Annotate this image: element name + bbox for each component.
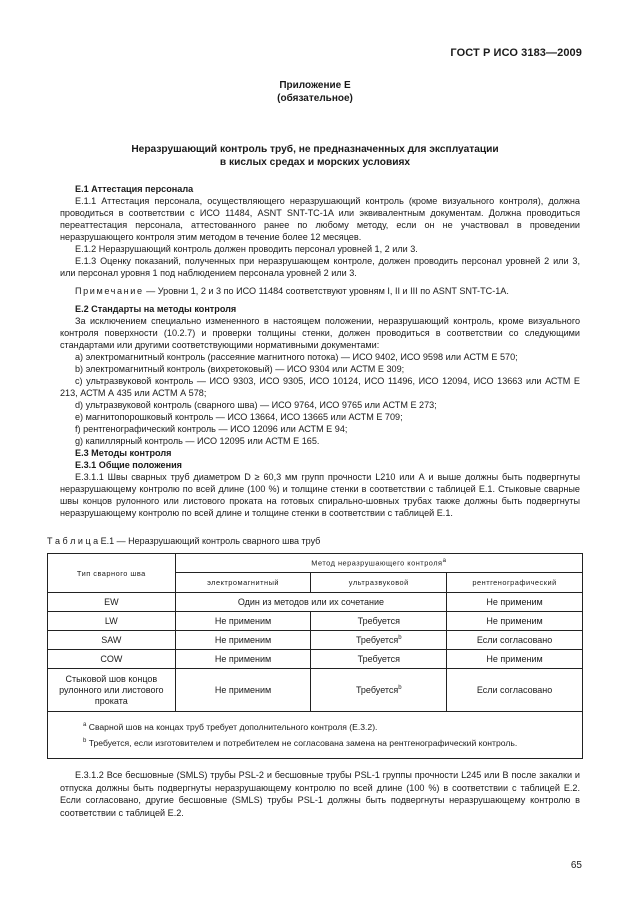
list-item: d) ультразвуковой контроль (сварного шва) — ИСО 9764, ИСО 9765 или АСТМ Е 273; <box>75 400 437 410</box>
note-label: Примечание <box>75 286 144 296</box>
table-caption: Т а б л и ц а Е.1 — Неразрушающий контроль сварного шва труб <box>47 536 321 546</box>
cell-type: SAW <box>48 631 176 650</box>
table-row <box>48 612 583 631</box>
cell-ut: Требуется <box>311 650 447 669</box>
table-row <box>48 631 583 650</box>
footnote-text: Требуется, если изготовителем и потребителем не согласована замена на рентгенографический контроль. <box>86 737 518 748</box>
header-radiographic: рентгенографический <box>447 573 583 593</box>
header-method-sup: a <box>442 558 447 565</box>
list-item: b) электромагнитный контроль (вихретоковый) — ИСО 9304 или АСТМ Е 309; <box>75 364 405 374</box>
footnote-text: Сварной шов на концах труб требует дополнительного контроля (Е.3.2). <box>86 721 378 732</box>
header-weld-type: Тип сварного шва <box>48 554 176 593</box>
header-electromagnetic: электромагнитный <box>175 573 311 593</box>
cell-type: LW <box>48 612 176 631</box>
cell-em: Не применим <box>175 669 311 712</box>
section-e3-1-heading: Е.3.1 Общие положения <box>75 460 182 470</box>
footnote-b <box>83 734 574 750</box>
cell-ut-text: Требуется <box>355 685 399 695</box>
ndt-table <box>47 553 583 759</box>
note <box>60 285 580 297</box>
paragraph-e3-1-2-text: Е.3.1.2 Все бесшовные (SMLS) трубы PSL-2 и бесшовные трубы PSL-1 группы прочности L245 или В после закалки и отпуска должны быть подвергнуты неразрушающему контролю по всей длине (100 %) в соответствии с таблицей Е.2. Если согласовано, другие бесшовные (SMLS) трубы PSL-1 должны быть подвергнуты неразрушающему контролю в соответствии с таблицей Е.2. <box>60 770 580 818</box>
cell-ut <box>311 631 447 650</box>
list-item: g) капиллярный контроль — ИСО 12095 или АСТМ Е 165. <box>75 436 320 446</box>
cell-ut-text: Требуется <box>355 635 399 645</box>
cell-em: Не применим <box>175 612 311 631</box>
page-number: 65 <box>570 860 582 871</box>
paragraph-e1-2: Е.1.2 Неразрушающий контроль должен проводить персонал уровней 1, 2 или 3. <box>75 244 418 254</box>
list-item: e) магнитопорошковый контроль — ИСО 13664, ИСО 13665 или АСТМ Е 709; <box>75 412 403 422</box>
cell-type: Стыковой шов концов рулонного или листового проката <box>48 669 176 712</box>
list-item: a) электромагнитный контроль (рассеяние магнитного потока) — ИСО 9402, ИСО 9598 или АСТМ Е 570; <box>75 352 518 362</box>
paragraph-e3-1-2 <box>60 769 580 819</box>
section-e2-heading: Е.2 Стандарты на методы контроля <box>75 304 237 314</box>
table-row <box>48 593 583 612</box>
list-item: c) ультразвуковой контроль — ИСО 9303, ИСО 9305, ИСО 10124, ИСО 11496, ИСО 12094, ИСО 13663 или АСТМ Е 213, АСТМ А 435 или АСТМ А 578; <box>60 376 580 398</box>
paragraph-e3-1-1: Е.3.1.1 Швы сварных труб диаметром D ≥ 60,3 мм групп прочности L210 или А и выше должны быть подвергнуты неразрушающему контролю по всей длине (100 %) и толщине стенки в соответствии с таблицей Е.1. Стыковые сварные швы концов рулонного или листового проката на готовых спирально-шовных трубах также должны быть подвергнуты неразрушающему контролю по всей длине и толщине стенки в соответствии с таблицей Е.1. <box>60 472 580 518</box>
table-footnotes-row <box>48 712 583 759</box>
section-e1-heading: Е.1 Аттестация персонала <box>75 184 194 194</box>
cell-type: EW <box>48 593 176 612</box>
note-text: — Уровни 1, 2 и 3 по ИСО 11484 соответствуют уровням I, II и III по ASNT SNT-TC-1A. <box>143 286 509 296</box>
body-text <box>60 183 580 519</box>
header-method <box>175 554 582 573</box>
footnote-a <box>83 718 574 734</box>
header-ultrasonic: ультразвуковой <box>311 573 447 593</box>
paragraph-e2-intro: За исключением специально измененного в настоящем положении, неразрушающий контроль, кроме визуального контроля поверхности (10.2.7) и проверки толщины стенки, должен проводиться в соответствии со следующими стандартами или другими соответствующими нормативными документами: <box>60 316 580 350</box>
paragraph-e1-3: Е.1.3 Оценку показаний, полученных при неразрушающем контроле, должен проводить персонал уровней 2 или 3, или персонал уровня 1 под наблюдением персонала уровней 2 или 3. <box>60 256 580 278</box>
cell-rt: Если согласовано <box>447 669 583 712</box>
annex-main-title <box>60 143 570 169</box>
cell-ut-sup: b <box>398 635 402 641</box>
main-title-line-1: Неразрушающий контроль труб, не предназначенных для эксплуатации <box>131 144 499 155</box>
cell-em: Не применим <box>175 650 311 669</box>
table-row <box>48 669 583 712</box>
cell-rt: Не применим <box>447 650 583 669</box>
cell-type: COW <box>48 650 176 669</box>
table-footnotes <box>48 712 583 759</box>
paragraph-e1-1: Е.1.1 Аттестация персонала, осуществляющего неразрушающий контроль (кроме визуального контроля), должна проводиться в соответствии с ИСО 11484, ASNT SNT-TC-1A или эквивалентным документам. Должна проводиться переаттестация персонала, аттестованного ранее по любому методу, если он не участвовал в проведении неразрушающего контроля этим методом в течение более 12 месяцев. <box>60 196 580 242</box>
footnote-mark: a <box>83 722 87 728</box>
section-e3-heading: Е.3 Методы контроля <box>75 448 172 458</box>
main-title-line-2: в кислых средах и морских условиях <box>219 157 411 168</box>
cell-rt: Не применим <box>447 612 583 631</box>
header-method-label: Метод неразрушающего контроля <box>311 558 443 568</box>
annex-subtitle: (обязательное) <box>277 93 353 104</box>
cell-rt: Если согласовано <box>447 631 583 650</box>
annex-title: Приложение Е <box>279 80 351 91</box>
cell-merged: Один из методов или их сочетание <box>175 593 446 612</box>
cell-ut <box>311 669 447 712</box>
table-row <box>48 650 583 669</box>
cell-rt: Не применим <box>447 593 583 612</box>
cell-ut-sup: b <box>398 685 402 691</box>
standard-header: ГОСТ Р ИСО 3183—2009 <box>450 47 582 59</box>
list-item: f) рентгенографический контроль — ИСО 12096 или АСТМ Е 94; <box>75 424 348 434</box>
cell-ut: Требуется <box>311 612 447 631</box>
footnote-mark: b <box>83 737 87 744</box>
cell-em: Не применим <box>175 631 311 650</box>
